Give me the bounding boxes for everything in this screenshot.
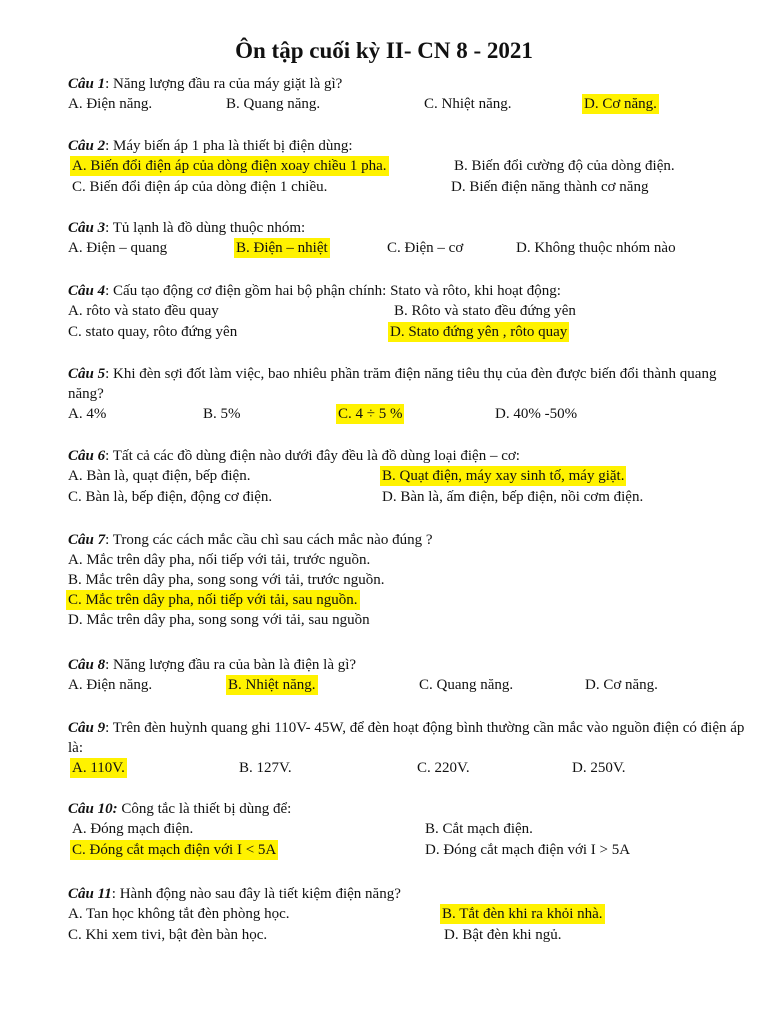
option-row [68,404,748,425]
option-a: A. rôto và stato đều quay [68,303,219,319]
option-c-answer: C. Mắc trên dây pha, nối tiếp với tải, sau nguồn. [68,592,358,608]
option-c: C. Nhiệt năng. [424,96,512,112]
option-a-answer: A. Biến đổi điện áp của dòng điện xoay chiều 1 pha. [72,158,387,174]
question-label: Câu 11 [68,886,112,902]
option-row [68,466,748,487]
option-row [68,925,748,946]
option-row [68,322,748,343]
option-row [68,819,748,840]
option-a: A. Điện năng. [68,677,153,693]
question-2 [68,136,748,198]
question-stem [68,218,748,238]
option-c: C. Điện – cơ [387,240,464,256]
question-text: : Khi đèn sợi đốt làm việc, bao nhiêu phần trăm điện năng tiêu thụ của đèn được biến đổi thành quang năng? [68,366,717,402]
question-10 [68,799,748,861]
question-text: : Trong các cách mắc cầu chì sau cách mắc nào đúng ? [105,532,433,548]
question-label: Câu 6 [68,448,106,464]
question-1 [68,74,748,115]
option-c: C. Quang năng. [419,677,514,693]
question-text: : Năng lượng đầu ra của bàn là điện là gì? [105,657,357,673]
question-stem [68,364,748,404]
option-d: D. Không thuộc nhóm nào [516,240,676,256]
option-row [68,675,748,696]
option-b: B. Quang năng. [226,96,321,112]
question-label: Câu 2 [68,138,106,154]
question-label: Câu 9 [68,720,106,736]
question-stem [68,799,748,819]
question-6 [68,446,748,508]
option-d: D. Mắc trên dây pha, song song với tải, sau nguồn [68,612,370,628]
option-a: A. Bàn là, quạt điện, bếp điện. [68,468,251,484]
option-d: D. Biến điện năng thành cơ năng [451,179,649,195]
question-text: : Tất cả các đồ dùng điện nào dưới đây đều là đồ dùng loại điện – cơ: [105,448,520,464]
option-a: A. Điện năng. [68,96,153,112]
option-a: A. Điện – quang [68,240,168,256]
option-b: B. 5% [203,406,241,422]
option-c: C. Biến đổi điện áp của dòng điện 1 chiều. [72,179,328,195]
option-d: D. Đóng cắt mạch điện với I > 5A [425,842,631,858]
question-stem [68,884,748,904]
option-a: A. Mắc trên dây pha, nối tiếp với tải, trước nguồn. [68,552,371,568]
question-text: : Cấu tạo động cơ điện gồm hai bộ phận chính: Stato và rôto, khi hoạt động: [105,283,561,299]
option-row [68,301,748,322]
question-text: : Trên đèn huỳnh quang ghi 110V- 45W, để đèn hoạt động bình thường cần mắc vào nguồn điện có điện áp là: [68,720,745,756]
question-label: Câu 4 [68,283,106,299]
question-7 [68,530,748,630]
option-d: D. Cơ năng. [585,677,658,693]
option-b: B. Mắc trên dây pha, song song với tải, trước nguồn. [68,572,385,588]
question-stem [68,74,748,94]
question-5 [68,364,748,425]
option-b: B. 127V. [239,760,292,776]
option-row [68,156,748,177]
question-label: Câu 10: [68,801,118,817]
option-row [68,238,748,259]
option-b-answer: B. Tắt đèn khi ra khỏi nhà. [442,906,603,922]
question-stem [68,718,748,758]
option-d: D. 40% -50% [495,406,578,422]
question-text: : Tủ lạnh là đồ dùng thuộc nhóm: [105,220,306,236]
option-b-answer: B. Điện – nhiệt [236,240,328,256]
question-stem [68,281,748,301]
option-b-answer: B. Quạt điện, máy xay sinh tố, máy giặt. [382,468,625,484]
question-label: Câu 7 [68,532,106,548]
question-9 [68,718,748,779]
option-row [68,177,748,198]
question-11 [68,884,748,946]
question-stem [68,655,748,675]
option-c: C. Bàn là, bếp điện, động cơ điện. [68,489,273,505]
option-row [68,840,748,861]
option-c: C. Khi xem tivi, bật đèn bàn học. [68,927,268,943]
question-text: : Máy biến áp 1 pha là thiết bị điện dùng: [105,138,353,154]
question-label: Câu 1 [68,76,106,92]
question-label: Câu 5 [68,366,106,382]
option-a: A. 4% [68,406,107,422]
option-row [68,610,748,630]
option-row [68,570,748,590]
option-d: D. 250V. [572,760,626,776]
question-8 [68,655,748,696]
question-stem [68,530,748,550]
option-b: B. Cắt mạch điện. [425,821,533,837]
option-c: C. stato quay, rôto đứng yên [68,324,238,340]
question-text: : Hành động nào sau đây là tiết kiệm điện năng? [111,886,401,902]
option-row [68,904,748,925]
question-text: : Năng lượng đầu ra của máy giặt là gì? [105,76,343,92]
question-label: Câu 3 [68,220,106,236]
option-row [68,94,748,115]
question-label: Câu 8 [68,657,106,673]
option-b: B. Biến đổi cường độ của dòng điện. [454,158,675,174]
option-b-answer: B. Nhiệt năng. [228,677,316,693]
option-row [68,758,748,779]
question-4 [68,281,748,343]
option-d-answer: D. Stato đứng yên , rôto quay [390,324,568,340]
option-a-answer: A. 110V. [72,760,125,776]
option-row [68,590,748,610]
option-d-answer: D. Cơ năng. [584,96,657,112]
question-stem [68,136,748,156]
page-title: Ôn tập cuối kỳ II- CN 8 - 2021 [235,38,533,63]
question-3 [68,218,748,259]
option-a: A. Đóng mạch điện. [72,821,194,837]
option-c-answer: C. Đóng cắt mạch điện với I < 5A [72,842,277,858]
question-text: Công tắc là thiết bị dùng để: [117,801,292,817]
option-c: C. 220V. [417,760,470,776]
option-row [68,487,748,508]
option-d: D. Bàn là, ấm điện, bếp điện, nồi cơm điện. [382,489,644,505]
option-b: B. Rôto và stato đều đứng yên [394,303,576,319]
option-d: D. Bật đèn khi ngủ. [444,927,562,943]
option-c-answer: C. 4 ÷ 5 % [338,406,403,422]
question-stem [68,446,748,466]
option-a: A. Tan học không tắt đèn phòng học. [68,906,290,922]
option-row [68,550,748,570]
